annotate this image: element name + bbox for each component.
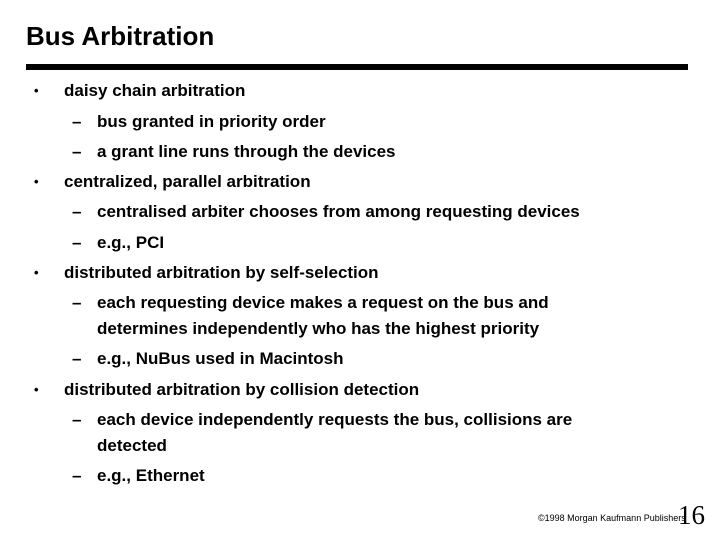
copyright-footer: ©1998 Morgan Kaufmann Publishers [538,513,686,523]
sub-2-2: e.g., PCI [97,233,165,252]
sub-dash: – [72,293,82,312]
title-underline [26,64,688,70]
bullet-marker: • [34,83,39,98]
bullet-2: centralized, parallel arbitration [64,172,311,191]
sub-3-1-line-1: each requesting device makes a request on the bus and [97,293,549,312]
bullet-1: daisy chain arbitration [64,81,246,100]
sub-dash: – [72,410,82,429]
bullet-4: distributed arbitration by collision detection [64,380,420,399]
sub-dash: – [72,142,82,161]
slide-title: Bus Arbitration [26,21,215,51]
sub-dash: – [72,466,82,485]
sub-3-2: e.g., NuBus used in Macintosh [97,349,344,368]
sub-dash: – [72,233,82,252]
sub-dash: – [72,112,82,131]
sub-2-1: centralised arbiter chooses from among requesting devices [97,202,580,221]
sub-4-2: e.g., Ethernet [97,466,205,485]
bullet-3: distributed arbitration by self-selection [64,263,379,282]
bullet-marker: • [34,265,39,280]
sub-dash: – [72,349,82,368]
bullet-marker: • [34,382,39,397]
sub-4-1-line-1: each device independently requests the bus, collisions are [97,410,573,429]
sub-4-1-line-2: detected [97,436,167,455]
sub-3-1-line-2: determines independently who has the highest priority [97,319,540,338]
sub-1-1: bus granted in priority order [97,112,326,131]
sub-dash: – [72,202,82,221]
sub-1-2: a grant line runs through the devices [97,142,396,161]
bullet-marker: • [34,174,39,189]
page-number: 16 [678,500,705,530]
